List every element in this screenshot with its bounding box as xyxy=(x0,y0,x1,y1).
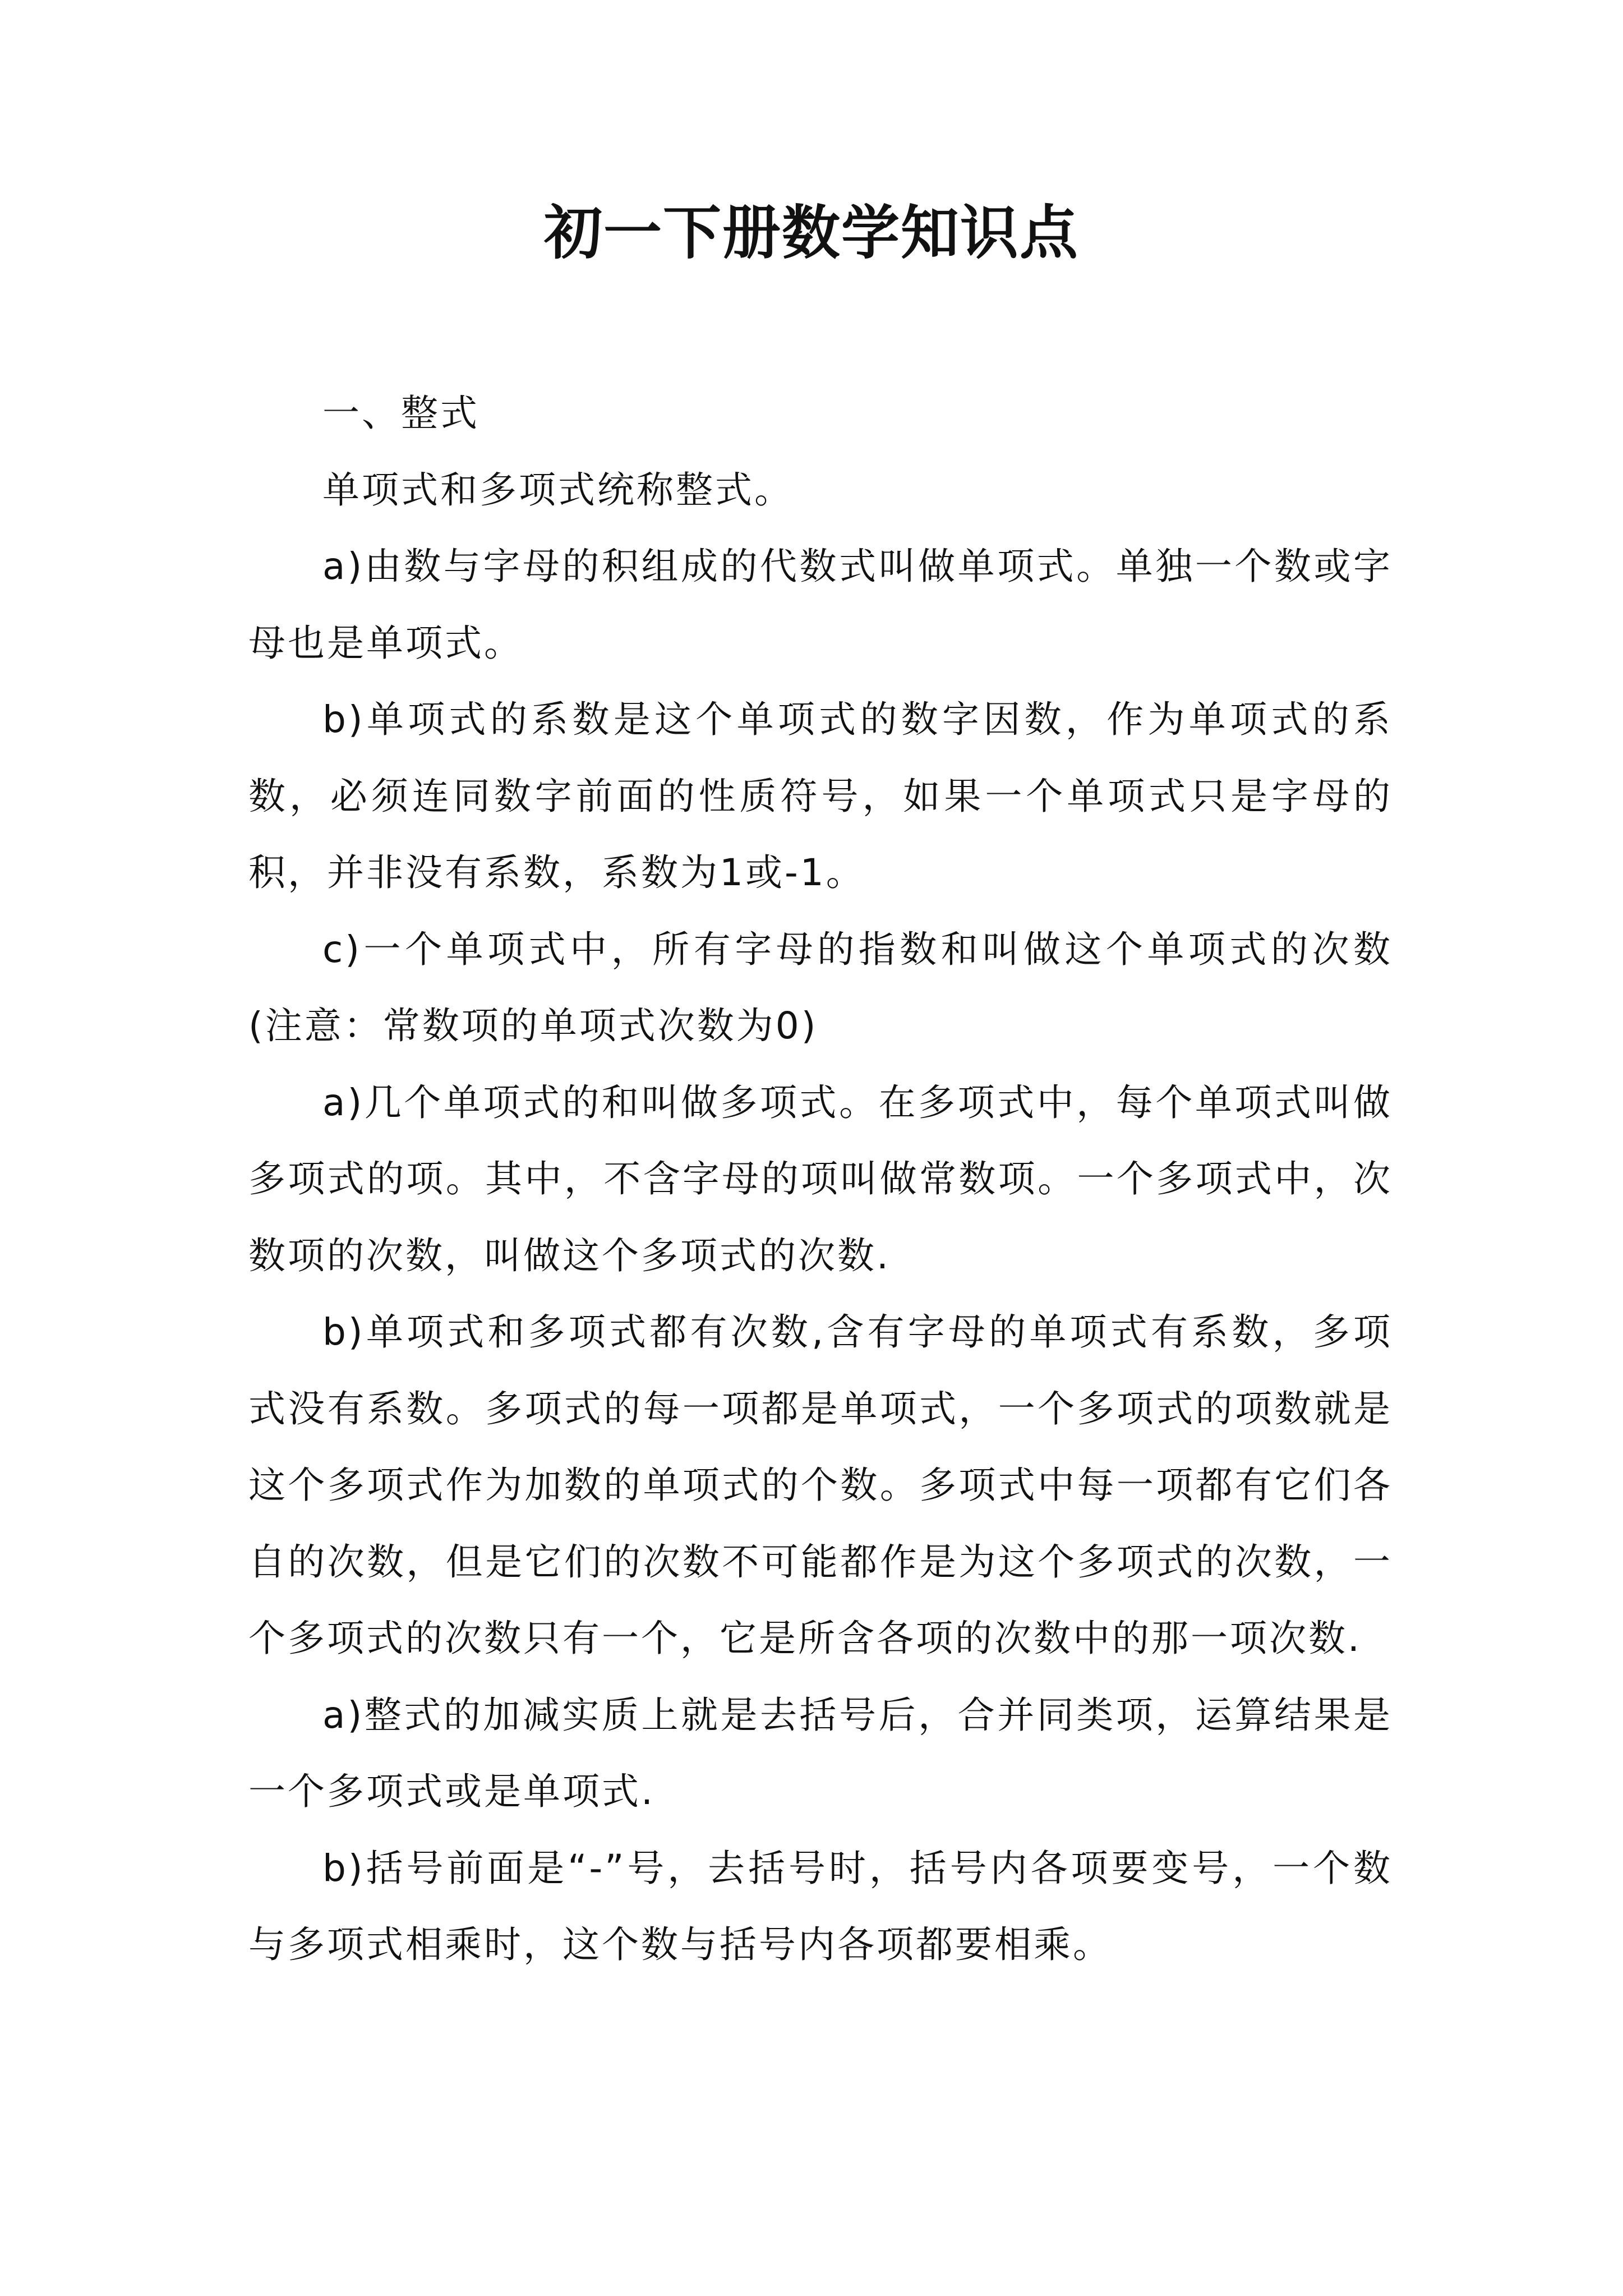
paragraph: b)括号前面是“-”号，去括号时，括号内各项要变号，一个数与多项式相乘时，这个数与括号内各项都要相乘。 xyxy=(248,1846,1393,1966)
paragraph: a)整式的加减实质上就是去括号后，合并同类项，运算结果是一个多项式或是单项式. xyxy=(248,1693,1393,1813)
paragraph: 单项式和多项式统称整式。 xyxy=(322,468,794,512)
document-title: 初一下册数学知识点 xyxy=(543,198,1079,267)
section-heading: 一、整式 xyxy=(322,392,479,435)
paragraph: a)几个单项式的和叫做多项式。在多项式中，每个单项式叫做多项式的项。其中，不含字母的项叫做常数项。一个多项式中，次数项的次数，叫做这个多项式的次数. xyxy=(248,1080,1393,1277)
paragraph: a)由数与字母的积组成的代数式叫做单项式。单独一个数或字母也是单项式。 xyxy=(248,545,1393,665)
paragraph: c)一个单项式中，所有字母的指数和叫做这个单项式的次数(注意：常数项的单项式次数为0) xyxy=(248,927,1393,1047)
document-body xyxy=(248,375,1393,1984)
paragraph: b)单项式和多项式都有次数,含有字母的单项式有系数，多项式没有系数。多项式的每一项都是单项式，一个多项式的项数就是这个多项式作为加数的单项式的个数。多项式中每一项都有它们各自的次数，但是它们的次数不可能都作是为这个多项式的次数，一个多项式的次数只有一个，它是所含各项的次数中的那一项次数. xyxy=(248,1310,1393,1660)
paragraph: b)单项式的系数是这个单项式的数字因数，作为单项式的系数，必须连同数字前面的性质符号，如果一个单项式只是字母的积，并非没有系数，系数为1或-1。 xyxy=(248,698,1393,894)
